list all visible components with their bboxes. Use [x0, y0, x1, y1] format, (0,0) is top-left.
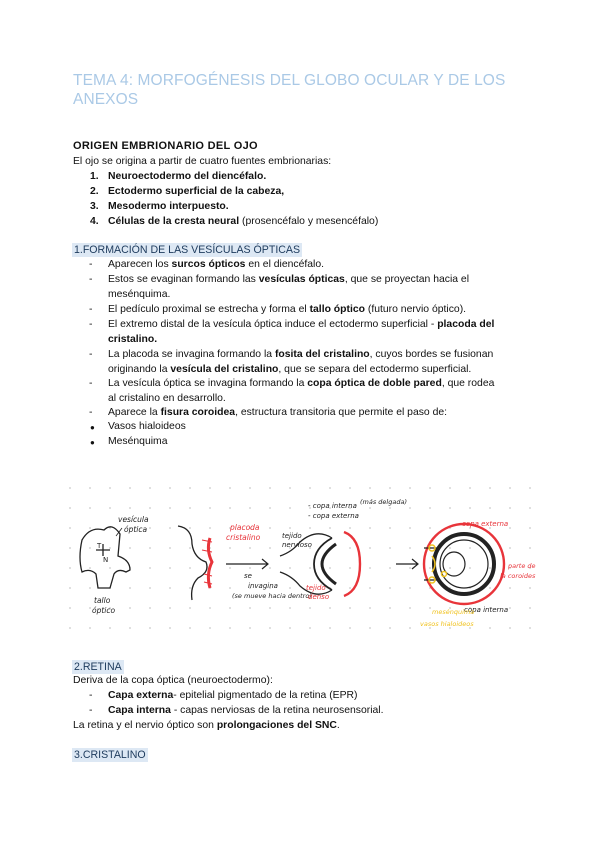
- origen-item-4-number: 4.: [90, 216, 99, 227]
- bullet-dash: -: [89, 705, 93, 716]
- origen-item-1-number: 1.: [90, 171, 99, 182]
- origen-item-2: Ectodermo superficial de la cabeza,: [108, 186, 285, 197]
- label-cristalino: cristalino: [226, 533, 261, 542]
- origen-item-4: Células de la cresta neural (prosencéfalo y mesencéfalo): [108, 216, 379, 227]
- label-invagina: invagina: [248, 582, 278, 590]
- s1-bullet-5-cont: originando la vesícula del cristalino, que se separa del ectodermo superficial.: [108, 364, 472, 375]
- bullet-dash: -: [89, 319, 93, 330]
- s2-closing: La retina y el nervio óptico son prolongaciones del SNC.: [73, 720, 340, 731]
- label-denso: denso: [308, 593, 330, 601]
- section-1-heading: 1.FORMACIÓN DE LAS VESÍCULAS ÓPTICAS: [74, 244, 301, 256]
- s1-dot-2: Mesénquima: [108, 436, 168, 447]
- bullet-dash: -: [89, 259, 93, 270]
- page-title: TEMA 4: MORFOGÉNESIS DEL GLOBO OCULAR Y DE LOS ANEXOS: [73, 72, 506, 108]
- bullet-dash: -: [89, 407, 93, 418]
- label-tejido-2: tejido: [306, 584, 326, 592]
- s1-bullet-3: El pedículo proximal se estrecha y forma el tallo óptico (futuro nervio óptico).: [108, 304, 467, 315]
- label-mesenquima: mesénquima: [432, 608, 475, 616]
- label-se: se: [244, 572, 252, 580]
- embryology-sketch: [60, 478, 538, 640]
- label-tallo: tallo: [94, 596, 111, 605]
- bullet-dash: -: [89, 349, 93, 360]
- label-copa-externa-2: copa externa: [462, 520, 509, 528]
- label-mueve: (se mueve hacia dentro): [232, 592, 312, 600]
- bullet-dash: -: [89, 304, 93, 315]
- label-T: T: [97, 542, 102, 550]
- origen-item-3: Mesodermo interpuesto.: [108, 201, 229, 212]
- origen-item-1: Neuroectodermo del diencéfalo.: [108, 171, 267, 182]
- bullet-dash: -: [89, 378, 93, 389]
- s2-bullet-1: Capa externa- epitelial pigmentado de la retina (EPR): [108, 690, 358, 701]
- label-placoda: placoda: [230, 523, 260, 532]
- label-coroides: la coroides: [500, 572, 536, 580]
- s1-bullet-2: Estos se evaginan formando las vesículas ópticas, que se proyectan hacia el: [108, 274, 470, 285]
- label-optico: óptico: [92, 606, 116, 615]
- origen-heading: ORIGEN EMBRIONARIO DEL OJO: [73, 140, 258, 152]
- s1-bullet-1: Aparecen los surcos ópticos en el diencéfalo.: [108, 259, 325, 270]
- label-N: N: [103, 556, 109, 564]
- label-vesicula: vesícula: [118, 515, 149, 524]
- label-copa-interna: - copa interna: [308, 502, 357, 510]
- s2-bullet-2: Capa interna - capas nerviosas de la retina neurosensorial.: [108, 705, 384, 716]
- origen-intro: El ojo se origina a partir de cuatro fuentes embrionarias:: [73, 156, 332, 167]
- label-copa-interna-2: copa interna: [464, 606, 509, 614]
- s1-dot-1: Vasos hialoideos: [108, 421, 186, 432]
- label-parte-de: parte de: [508, 562, 536, 570]
- bullet-dot: ●: [90, 438, 95, 447]
- origen-item-2-number: 2.: [90, 186, 99, 197]
- label-nervioso: nervioso: [282, 541, 312, 549]
- label-vasos: vasos hialoideos: [420, 620, 474, 628]
- s1-bullet-5: La placoda se invagina formando la fosita del cristalino, cuyos bordes se fusionan: [108, 349, 494, 360]
- s1-bullet-4: El extremo distal de la vesícula óptica induce el ectodermo superficial - placoda del: [108, 319, 495, 330]
- label-copa-externa: - copa externa: [308, 512, 359, 520]
- bullet-dash: -: [89, 690, 93, 701]
- bullet-dash: -: [89, 274, 93, 285]
- section-2-heading: 2.RETINA: [74, 661, 122, 673]
- s1-bullet-4-cont: cristalino.: [108, 334, 158, 345]
- label-optica: óptica: [124, 525, 148, 534]
- s1-bullet-2-cont: mesénquima.: [108, 289, 171, 300]
- bullet-dot: ●: [90, 423, 95, 432]
- s1-bullet-6: La vesícula óptica se invagina formando la copa óptica de doble pared, que rodea: [108, 378, 495, 389]
- s1-bullet-6-cont: al cristalino en desarrollo.: [108, 393, 226, 404]
- label-mas-delgada: (más delgada): [360, 498, 407, 506]
- label-tejido-1: tejido: [282, 532, 302, 540]
- section-3-heading: 3.CRISTALINO: [74, 749, 146, 761]
- origen-item-3-number: 3.: [90, 201, 99, 212]
- s2-intro: Deriva de la copa óptica (neuroectodermo):: [73, 675, 273, 686]
- s1-bullet-7: Aparece la fisura coroidea, estructura transitoria que permite el paso de:: [108, 407, 448, 418]
